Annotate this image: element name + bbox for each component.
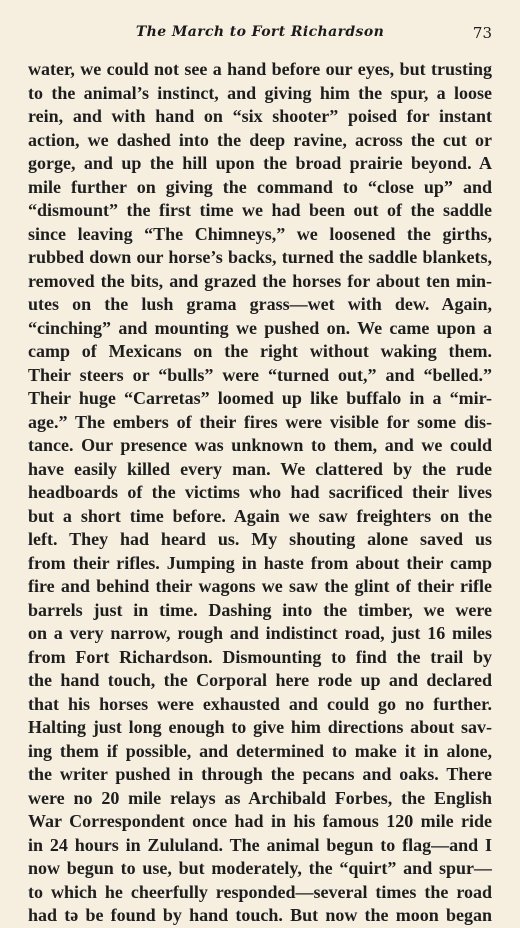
text-line: removed the bits, and grazed the horses for about ten min- bbox=[28, 270, 492, 291]
text-line: Their huge “Carretas” loomed up like buffalo in a “mir- bbox=[28, 388, 492, 408]
text-line: age.” The embers of their fires were visible for some dis- bbox=[28, 411, 492, 432]
text-line: Halting just long enough to give him directions about sav- bbox=[28, 717, 492, 737]
text-line: utes on the lush grama grass—wet with dew. Again, bbox=[28, 294, 492, 314]
text-line: but a short time before. Again we saw freighters on the bbox=[28, 505, 492, 526]
text-line: to the animal’s instinct, and giving him the spur, a loose bbox=[28, 82, 492, 103]
text-line: were no 20 mile relays as Archibald Forbes, the English bbox=[28, 787, 492, 808]
text-line: fire and behind their wagons we saw the glint of their rifle bbox=[28, 576, 492, 596]
text-line: Their steers or “bulls” were “turned out,” and “belled.” bbox=[28, 364, 492, 385]
text-line: that his horses were exhausted and could go no further. bbox=[28, 693, 492, 714]
text-line: “dismount” the first time we had been out of the saddle bbox=[28, 200, 492, 220]
text-line: tance. Our presence was unknown to them, and we could bbox=[28, 435, 492, 455]
text-line: ing them if possible, and determined to make it in alone, bbox=[28, 740, 492, 761]
text-line: have easily killed every man. We clattered by the rude bbox=[28, 458, 492, 479]
running-title: The March to Fort Richardson bbox=[135, 24, 385, 40]
text-line: on a very narrow, rough and indistinct road, just 16 miles bbox=[28, 623, 492, 643]
text-line: rubbed down our horse’s backs, turned the saddle blankets, bbox=[28, 247, 492, 267]
text-line: had tə be found by hand touch. But now the moon began bbox=[28, 905, 492, 925]
text-line: from their rifles. Jumping in haste from about their camp bbox=[28, 552, 492, 573]
text-line: barrels just in time. Dashing into the timber, we were bbox=[28, 599, 492, 620]
text-line: the hand touch, the Corporal here rode up and declared bbox=[28, 670, 492, 690]
text-line: now begun to use, but moderately, the “quirt” and spur— bbox=[28, 858, 492, 878]
text-line: to which he cheerfully responded—several times the road bbox=[28, 881, 492, 902]
text-line: headboards of the victims who had sacrificed their lives bbox=[28, 482, 492, 502]
text-line: mile further on giving the command to “close up” and bbox=[28, 176, 492, 197]
text-line: since leaving “The Chimneys,” we loosened the girths, bbox=[28, 223, 492, 244]
text-line: gorge, and up the hill upon the broad prairie beyond. A bbox=[28, 153, 492, 173]
text-line: in 24 hours in Zululand. The animal begun to flag—and I bbox=[28, 834, 492, 855]
text-line: War Correspondent once had in his famous 120 mile ride bbox=[28, 811, 492, 831]
text-line: camp of Mexicans on the right without waking them. bbox=[28, 341, 492, 361]
text-line: the writer pushed in through the pecans and oaks. There bbox=[28, 764, 492, 784]
page-number: 73 bbox=[472, 24, 492, 42]
text-line: action, we dashed into the deep ravine, across the cut or bbox=[28, 129, 492, 150]
text-line: “cinching” and mounting we pushed on. We came upon a bbox=[28, 317, 492, 338]
text-line: water, we could not see a hand before our eyes, but trusting bbox=[28, 59, 492, 79]
text-line: from Fort Richardson. Dismounting to find the trail by bbox=[28, 646, 492, 667]
text-line: rein, and with hand on “six shooter” poised for instant bbox=[28, 106, 492, 126]
text-line: left. They had heard us. My shouting alone saved us bbox=[28, 529, 492, 549]
body-text bbox=[28, 58, 492, 928]
running-head bbox=[28, 24, 492, 48]
